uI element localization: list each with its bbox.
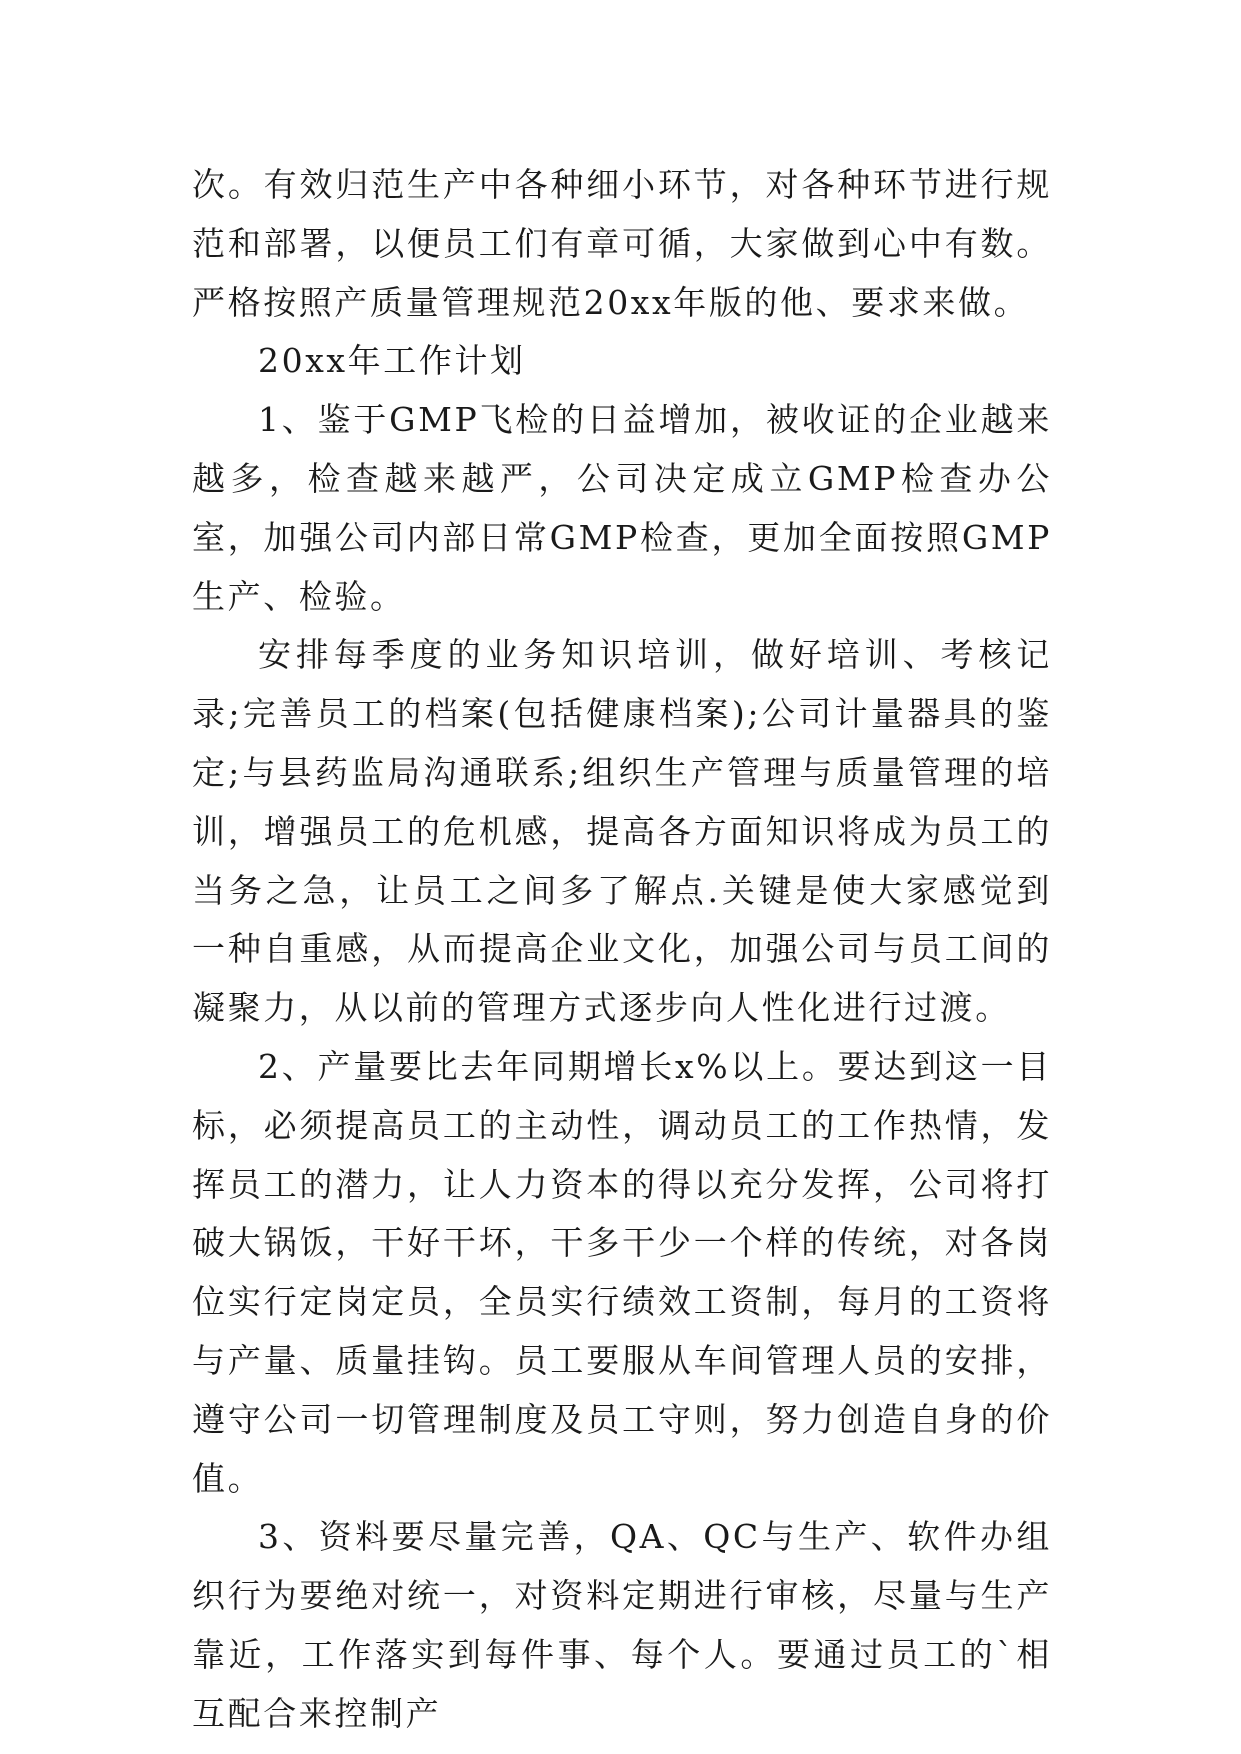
paragraph-continuation: 次。有效归范生产中各种细小环节，对各种环节进行规范和部署，以便员工们有章可循，大家做到心中有数。严格按照产质量管理规范20xx年版的他、要求来做。 [192,165,1052,322]
paragraph-training: 安排每季度的业务知识培训，做好培训、考核记录;完善员工的档案(包括健康档案);公司计量器具的鉴定;与县药监局沟通联系;组织生产管理与质量管理的培训，增强员工的危机感，提高各方面知识将成为员工的当务之急，让员工之间多了解点.关键是使大家感觉到一种自重感，从而提高企业文化，加强公司与员工间的凝聚力，从以前的管理方式逐步向人性化进行过渡。 [192,635,1052,1028]
paragraph-item-3: 3、资料要尽量完善，QA、QC与生产、软件办组织行为要绝对统一，对资料定期进行审核，尽量与生产靠近，工作落实到每件事、每个人。要通过员工的`相互配合来控制产 [192,1517,1052,1733]
paragraph-item-2: 2、产量要比去年同期增长x%以上。要达到这一目标，必须提高员工的主动性，调动员工的工作热情，发挥员工的潜力，让人力资本的得以充分发挥，公司将打破大锅饭，干好干坏，干多干少一个样的传统，对各岗位实行定岗定员，全员实行绩效工资制，每月的工资将与产量、质量挂钩。员工要服从车间管理人员的安排，遵守公司一切管理制度及员工守则，努力创造自身的价值。 [192,1046,1052,1498]
document-body [192,156,1052,1744]
paragraph-item-1: 1、鉴于GMP飞检的日益增加，被收证的企业越来越多，检查越来越严，公司决定成立GMP检查办公室，加强公司内部日常GMP检查，更加全面按照GMP生产、检验。 [192,400,1052,616]
section-heading-work-plan: 20xx年工作计划 [258,341,526,381]
